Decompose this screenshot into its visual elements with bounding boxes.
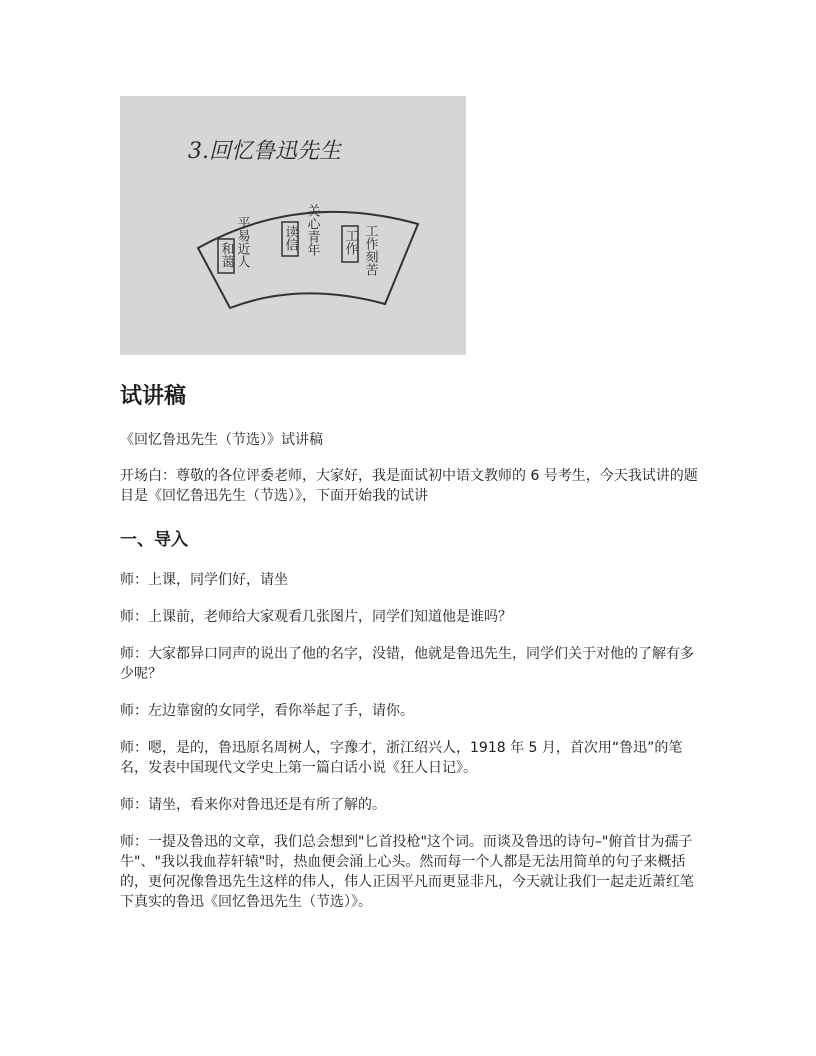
dialogue-line: 师：请坐，看来你对鲁迅还是有所了解的。	[120, 797, 386, 813]
sketch-drawing	[120, 96, 466, 355]
opening-remarks: 开场白：尊敬的各位评委老师，大家好，我是面试初中语文教师的 6 号考生，今天我试讲的题目是《回忆鲁迅先生（节选）》，下面开始我的试讲	[120, 468, 698, 504]
document-page	[120, 96, 700, 929]
section-heading-intro: 一、导入	[120, 530, 188, 550]
dialogue-line: 师：上课前，老师给大家观看几张图片，同学们知道他是谁吗？	[120, 609, 512, 625]
col3-box-text: 工作	[342, 229, 358, 255]
col1-box-text: 和蔼	[218, 242, 234, 268]
document-title: 试讲稿	[120, 384, 187, 409]
dialogue-line: 师：上课，同学们好，请坐	[120, 572, 288, 588]
document-subtitle: 《回忆鲁迅先生（节选）》试讲稿	[120, 432, 323, 448]
dialogue-list	[120, 570, 700, 912]
dialogue-line: 师：左边靠窗的女同学，看你举起了手，请你。	[120, 703, 414, 719]
col3-side-text: 工作刻苦	[362, 224, 378, 276]
col1-side-text: 平易近人	[234, 216, 250, 268]
col2-box-text: 读信	[282, 225, 298, 251]
dialogue-line: 师：嗯，是的，鲁迅原名周树人，字豫才，浙江绍兴人，1918 年 5 月，首次用“鲁迅”的笔名，发表中国现代文学史上第一篇白话小说《狂人日记》。	[120, 740, 683, 776]
sketch-caption: 3.回忆鲁迅先生	[188, 139, 341, 164]
blackboard-sketch-photo	[120, 96, 466, 355]
dialogue-line: 师：一提及鲁迅的文章，我们总会想到"匕首投枪"这个词。而谈及鲁迅的诗句–"俯首甘为孺子牛"、"我以我血荐轩辕"时，热血便会涌上心头。然而每一个人都是无法用简单的句子来概括的，更何况像鲁迅先生这样的伟人，伟人正因平凡而更显非凡，今天就让我们一起走近萧红笔下真实的鲁迅《回忆鲁迅先生（节选）》。	[120, 834, 694, 910]
col2-side-text: 关心青年	[304, 204, 320, 256]
dialogue-line: 师：大家都异口同声的说出了他的名字，没错，他就是鲁迅先生，同学们关于对他的了解有多少呢？	[120, 646, 694, 682]
